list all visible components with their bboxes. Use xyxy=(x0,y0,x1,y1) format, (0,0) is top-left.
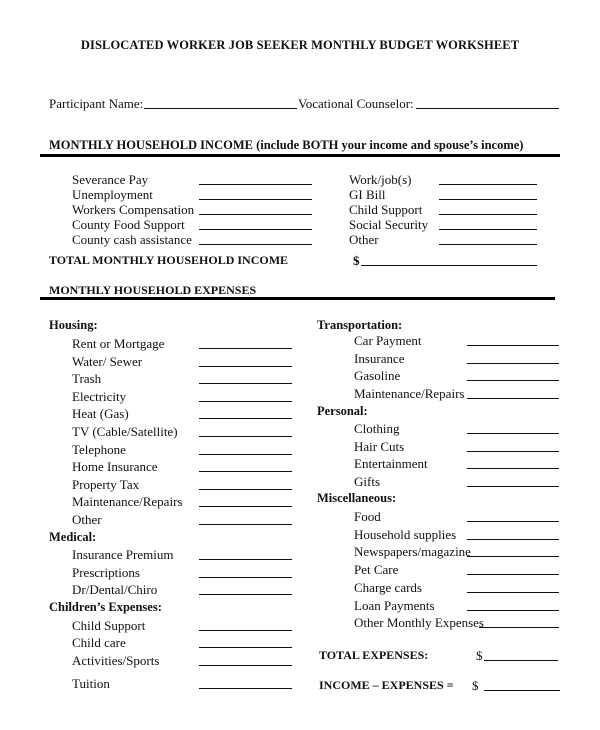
transportation-gasoline-label: Gasoline xyxy=(354,368,401,384)
income-social-security-field[interactable] xyxy=(439,229,537,230)
housing-trash-field[interactable] xyxy=(199,383,292,384)
housing-trash-label: Trash xyxy=(72,371,102,387)
total-income-field[interactable] xyxy=(361,265,537,266)
housing-property-tax-label: Property Tax xyxy=(72,476,140,492)
income-unemployment-label: Unemployment xyxy=(72,187,153,202)
medical-heading: Medical: xyxy=(49,530,97,544)
total-income-currency: $ xyxy=(353,253,360,268)
medical-prescriptions-field[interactable] xyxy=(199,577,292,578)
income-workers-compensation-field[interactable] xyxy=(199,214,312,215)
income-social-security-label: Social Security xyxy=(349,217,429,232)
income-county-cash-assistance-label: County cash assistance xyxy=(72,232,192,247)
children-child-care-field[interactable] xyxy=(199,647,292,648)
page-title: DISLOCATED WORKER JOB SEEKER MONTHLY BUDGET WORKSHEET xyxy=(80,38,520,52)
housing-water-sewer-label: Water/ Sewer xyxy=(72,353,143,369)
misc-charge-cards-field[interactable] xyxy=(467,592,559,593)
personal-hair-cuts-label: Hair Cuts xyxy=(354,438,405,454)
misc-pet-care-field[interactable] xyxy=(467,574,559,575)
personal-heading: Personal: xyxy=(317,404,368,418)
transportation-maintenance-repairs-label: Maintenance/Repairs xyxy=(354,386,465,402)
miscellaneous-heading: Miscellaneous: xyxy=(317,491,397,505)
housing-other-field[interactable] xyxy=(199,524,292,525)
income-county-cash-assistance-field[interactable] xyxy=(199,244,312,245)
housing-tv-cable-satellite-field[interactable] xyxy=(199,436,292,437)
medical-dr-dental-chiro-field[interactable] xyxy=(199,594,292,595)
children-child-support-field[interactable] xyxy=(199,630,292,631)
personal-clothing-field[interactable] xyxy=(467,433,559,434)
housing-heat-gas-field[interactable] xyxy=(199,418,292,419)
misc-household-supplies-field[interactable] xyxy=(467,539,559,540)
medical-prescriptions-label: Prescriptions xyxy=(72,564,140,580)
income-gi-bill-label: GI Bill xyxy=(349,187,386,202)
housing-electricity-field[interactable] xyxy=(199,401,292,402)
misc-household-supplies-label: Household supplies xyxy=(354,526,457,542)
children-child-care-label: Child care xyxy=(72,635,126,650)
total-income-label: TOTAL MONTHLY HOUSEHOLD INCOME xyxy=(49,253,289,267)
income-county-food-support-field[interactable] xyxy=(199,229,312,230)
income-heading: MONTHLY HOUSEHOLD INCOME (include BOTH your income and spouse’s income) xyxy=(49,138,524,152)
participant-name-field[interactable] xyxy=(144,108,297,109)
children-activities-sports-field[interactable] xyxy=(199,665,292,666)
housing-electricity-label: Electricity xyxy=(72,388,127,404)
income-severance-pay-label: Severance Pay xyxy=(72,172,149,187)
transportation-car-payment-label: Car Payment xyxy=(354,333,422,348)
total-expenses-currency: $ xyxy=(476,648,483,663)
transportation-car-payment-field[interactable] xyxy=(467,345,559,346)
personal-gifts-label: Gifts xyxy=(354,473,380,489)
housing-other-label: Other xyxy=(72,512,102,527)
income-minus-expenses-field[interactable] xyxy=(484,690,560,691)
housing-maintenance-repairs-label: Maintenance/Repairs xyxy=(72,494,183,510)
misc-food-label: Food xyxy=(354,509,381,524)
personal-gifts-field[interactable] xyxy=(467,486,559,487)
housing-rent-or-mortgage-field[interactable] xyxy=(199,348,292,349)
transportation-gasoline-field[interactable] xyxy=(467,380,559,381)
misc-charge-cards-label: Charge cards xyxy=(354,579,422,595)
housing-heading: Housing: xyxy=(49,318,98,332)
income-other-label: Other xyxy=(349,232,379,247)
misc-newspapers-magazine-field[interactable] xyxy=(467,556,559,557)
medical-dr-dental-chiro-label: Dr/Dental/Chiro xyxy=(72,582,158,597)
transportation-maintenance-repairs-field[interactable] xyxy=(467,398,559,399)
housing-heat-gas-label: Heat (Gas) xyxy=(72,406,129,422)
income-child-support-label: Child Support xyxy=(349,202,423,217)
housing-telephone-label: Telephone xyxy=(72,441,126,457)
income-minus-expenses-currency: $ xyxy=(472,678,479,693)
total-expenses-field[interactable] xyxy=(484,660,558,661)
income-workers-compensation-label: Workers Compensation xyxy=(72,202,195,217)
housing-property-tax-field[interactable] xyxy=(199,489,292,490)
income-other-field[interactable] xyxy=(439,244,537,245)
expenses-heading-rule xyxy=(40,297,555,300)
housing-home-insurance-label: Home Insurance xyxy=(72,459,158,475)
personal-entertainment-label: Entertainment xyxy=(354,456,428,471)
transportation-insurance-field[interactable] xyxy=(467,363,559,364)
misc-pet-care-label: Pet Care xyxy=(354,562,399,578)
expenses-heading: MONTHLY HOUSEHOLD EXPENSES xyxy=(49,283,257,297)
personal-clothing-label: Clothing xyxy=(354,421,400,436)
misc-other-monthly-expenses-label: Other Monthly Expenses xyxy=(354,615,484,631)
income-work-job-s-label: Work/job(s) xyxy=(349,172,412,187)
vocational-counselor-field[interactable] xyxy=(416,108,559,109)
medical-insurance-premium-label: Insurance Premium xyxy=(72,547,174,562)
misc-loan-payments-label: Loan Payments xyxy=(354,597,435,613)
income-heading-rule xyxy=(40,154,560,157)
children-tuition-label: Tuition xyxy=(72,676,110,691)
income-county-food-support-label: County Food Support xyxy=(72,217,185,232)
housing-rent-or-mortgage-label: Rent or Mortgage xyxy=(72,336,165,351)
income-gi-bill-field[interactable] xyxy=(439,199,537,200)
vocational-counselor-label: Vocational Counselor: xyxy=(298,96,414,111)
income-work-job-s-field[interactable] xyxy=(439,184,537,185)
income-minus-expenses-label: INCOME – EXPENSES = xyxy=(319,678,454,692)
income-severance-pay-field[interactable] xyxy=(199,184,312,185)
housing-tv-cable-satellite-label: TV (Cable/Satellite) xyxy=(72,424,178,439)
children-tuition-field[interactable] xyxy=(199,688,292,689)
personal-hair-cuts-field[interactable] xyxy=(467,451,559,452)
housing-maintenance-repairs-field[interactable] xyxy=(199,506,292,507)
childrens-expenses-heading: Children’s Expenses: xyxy=(49,600,162,614)
misc-other-monthly-expenses-field[interactable] xyxy=(479,627,559,628)
children-activities-sports-label: Activities/Sports xyxy=(72,653,160,668)
participant-name-label: Participant Name: xyxy=(49,96,144,111)
personal-entertainment-field[interactable] xyxy=(467,468,559,469)
misc-newspapers-magazine-label: Newspapers/magazine xyxy=(354,544,471,560)
income-child-support-field[interactable] xyxy=(439,214,537,215)
income-unemployment-field[interactable] xyxy=(199,199,312,200)
housing-water-sewer-field[interactable] xyxy=(199,366,292,367)
housing-home-insurance-field[interactable] xyxy=(199,471,292,472)
transportation-heading: Transportation: xyxy=(317,318,403,332)
transportation-insurance-label: Insurance xyxy=(354,350,405,366)
misc-loan-payments-field[interactable] xyxy=(467,610,559,611)
medical-insurance-premium-field[interactable] xyxy=(199,559,292,560)
housing-telephone-field[interactable] xyxy=(199,454,292,455)
total-expenses-label: TOTAL EXPENSES: xyxy=(319,648,429,662)
children-child-support-label: Child Support xyxy=(72,618,146,633)
misc-food-field[interactable] xyxy=(467,521,559,522)
